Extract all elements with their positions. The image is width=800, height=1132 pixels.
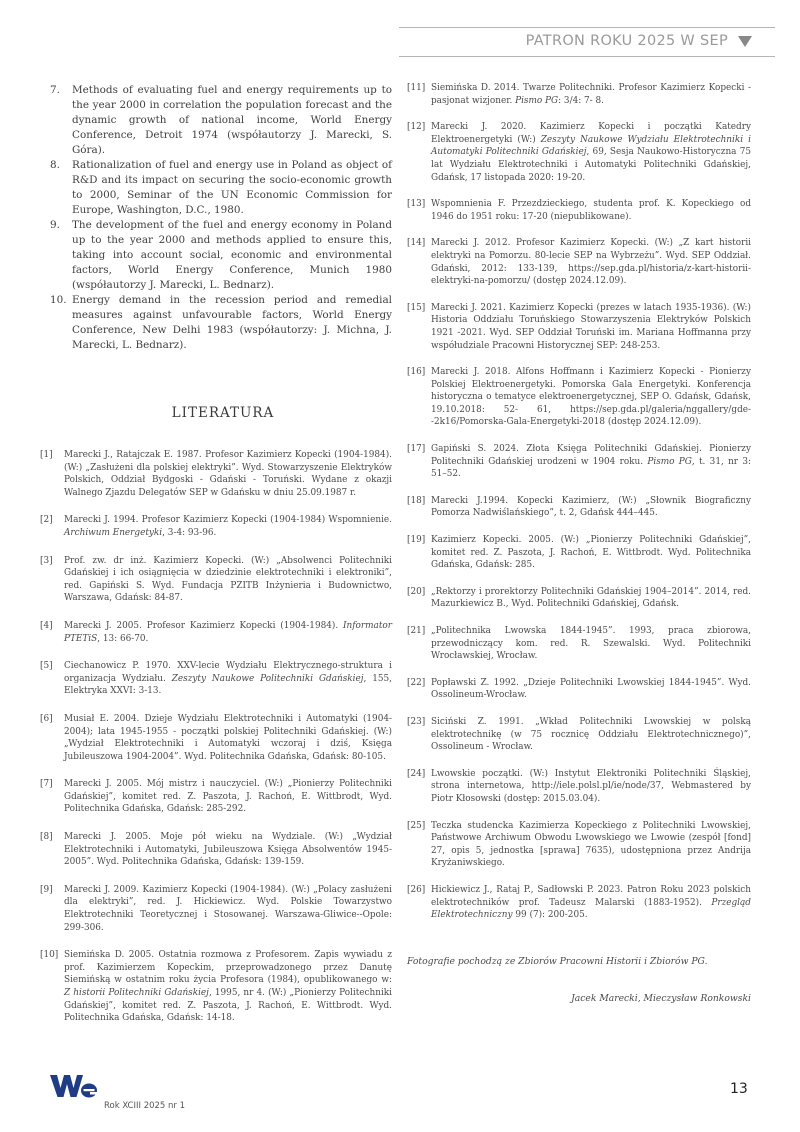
reference-text: Gapiński S. 2024. Złota Księga Politechniki Gdańskiej. Pionierzy Politechniki Gdańskiej urodzeni w 1904 roku. Pismo PG, t. 31, nr 3: 51–52. <box>431 444 751 480</box>
item-number: 8. <box>50 159 60 171</box>
reference-item <box>407 302 751 352</box>
reference-item <box>40 449 392 499</box>
reference-text: Ciechanowicz P. 1970. XXV-lecie Wydziału Elektrycznego-struktura i organizacja Wydziału. Zeszyty Naukowe Politechniki Gdańskiej, 155, Elektryka XXVI: 3-13. <box>64 661 393 697</box>
reference-number: [4] <box>40 620 53 631</box>
works-list <box>40 83 392 353</box>
reference-number: [19] <box>407 535 426 546</box>
reference-number: [21] <box>407 626 426 636</box>
item-text: Energy demand in the recession period and remedial measures against unfavourable factors, World Energy Conference, New Delhi 1983 (współautorzy: J. Michna, J. Marecki, L. Bednarz). <box>72 294 392 351</box>
reference-number: [7] <box>40 779 53 790</box>
reference-number: [13] <box>407 199 426 210</box>
reference-number: [17] <box>407 444 426 455</box>
reference-source-title: Z historii Politechniki Gdańskiej <box>64 988 209 998</box>
reference-number: [11] <box>407 83 426 93</box>
reference-number: [26] <box>407 884 426 895</box>
reference-text: Marecki J. 2012. Profesor Kazimierz Kopecki. (W:) „Z kart historii elektryki na Pomorzu. 80-lecie SEP na Wybrzeżu”. Wyd. SEP Oddział. Gdański, 2012: 133-139, https://sep.gda.pl/historia/z-kart-historii-elektryki-na-pomorzu/ (dostęp 2024.12.09). <box>431 238 751 287</box>
reference-text: Popławski Z. 1992. „Dzieje Politechniki Lwowskiej 1844-1945”. Wyd. Ossolineum-Wrocław. <box>431 677 751 701</box>
reference-source-title: Zeszyty Naukowe Politechniki Gdańskiej <box>171 673 364 684</box>
reference-text: Marecki J. 2021. Kazimierz Kopecki (prezes w latach 1935-1936). (W:) Historia Oddziału Toruńskiego Stowarzyszenia Elektryków Polskich 1921 -2021. Wyd. SEP Oddział Toruński im. Mariana Hoffmanna przy współudziale Pracowni Historycznej SEP: 248-253. <box>431 302 751 351</box>
reference-number: [23] <box>407 716 426 727</box>
reference-text: Prof. zw. dr inż. Kazimierz Kopecki. (W:) „Absolwenci Politechniki Gdańskiej i ich osiągnięcia w dziedzinie elektrotechniki i elektroniki”, red. Gapiński S. Wyd. Fundacja PZITB Inżynieria i Budownictwo, Warszawa, Gdańsk: 84-87. <box>64 555 392 604</box>
reference-text: Siciński Z. 1991. „Wkład Politechniki Lwowskiej w polską elektrotechnikę (w 75 rocznicę Oddziału Elektrotechnicznego)”, Ossolineum - Wrocław. <box>431 716 751 753</box>
reference-item <box>407 366 751 429</box>
reference-number: [16] <box>407 367 426 378</box>
reference-text: Musiał E. 2004. Dzieje Wydziału Elektrotechniki i Automatyki (1904-2004); lata 1945-1955 - początki polskiej Politechniki Gdańskiej. (W:) „Wydział Elektrotechniki i Automatyki wczoraj i dziś, Księga Jubileuszowa 1904-2004”. Wyd. Politechnika Gdańska, Gdańsk: 80-105. <box>64 713 392 762</box>
reference-text: Hickiewicz J., Rataj P., Sadłowski P. 2023. Patron Roku 2023 polskich elektrotechników prof. Tadeusz Malarski (1883-1952). Przegląd Elektrotechniczny 99 (7): 200-205. <box>431 884 751 921</box>
reference-number: [8] <box>40 832 53 843</box>
we-logo-icon <box>50 1073 98 1099</box>
item-text: Methods of evaluating fuel and energy requirements up to the year 2000 in correlation the population forecast and the dynamic growth of national income, World Energy Conference, Detroit 1974 (współautorzy J. Marecki, S. Góra). <box>72 84 392 156</box>
reference-text: Marecki J. 2009. Kazimierz Kopecki (1904-1984). (W:) „Polacy zasłużeni dla elektryki”, red. J. Hickiewicz. Wyd. Polskie Towarzystwo Elektrotechniki Teoretycznej i Stosowanej. Warszawa-Gliwice--Opole: 299-306. <box>64 884 392 933</box>
reference-source-title: Archiwum Energetyki <box>64 527 163 538</box>
reference-source-title: Informator PTETiS <box>64 620 392 644</box>
reference-text: Marecki J. 2005. Moje pół wieku na Wydziale. (W:) „Wydział Elektrotechniki i Automatyki, Jubileuszowa Księga Absolwentów 1945-2005”. Wyd. Politechnika Gdańska, Gdańsk: 139-159. <box>64 832 392 868</box>
triangle-down-icon <box>738 36 752 47</box>
reference-number: [1] <box>40 450 53 460</box>
reference-item <box>40 884 392 934</box>
reference-item <box>407 820 751 870</box>
reference-item <box>40 831 392 869</box>
reference-item <box>40 514 392 539</box>
reference-item <box>407 443 751 481</box>
reference-text: Marecki J. 2005. Mój mistrz i nauczyciel. (W:) „Pionierzy Politechniki Gdańskiej”, komitet red. Z. Paszota, J. Rachoń, E. Wittbrodt, Wyd. Politechnika Gdańska, Gdańsk: 285-292. <box>64 779 392 815</box>
running-head <box>526 33 752 49</box>
running-title: PATRON ROKU 2025 W SEP <box>525 33 728 49</box>
reference-text: Marecki J. 2005. Profesor Kazimierz Kopecki (1904-1984). Informator PTETiS, 13: 66-70. <box>64 620 392 644</box>
reference-item <box>407 625 751 663</box>
reference-text: Kazimierz Kopecki. 2005. (W:) „Pionierzy Politechniki Gdańskiej”, komitet red. Z. Paszota, J. Rachoń, E. Wittbrodt. Wyd. Politechnika Gdańska, Gdańsk: 285. <box>431 535 751 571</box>
photo-credit: Fotografie pochodzą ze Zbiorów Pracowni Historii i Zbiorów PG. <box>407 955 708 967</box>
reference-item <box>40 778 392 816</box>
authors: Jacek Marecki, Mieczysław Ronkowski <box>571 992 751 1004</box>
reference-item <box>407 586 751 611</box>
reference-item <box>407 677 751 702</box>
reference-text: Siemińska D. 2014. Twarze Politechniki. Profesor Kazimierz Kopecki - pasjonat wizjoner. Pismo PG: 3/4: 7- 8. <box>431 83 751 106</box>
reference-item <box>40 660 392 698</box>
reference-text: „Politechnika Lwowska 1844-1945”. 1993, praca zbiorowa, przewodniczący kom. red. R. Szewalski. Wyd. Politechniki Wrocławskiej, Wrocław. <box>431 626 751 662</box>
reference-item <box>407 121 751 184</box>
reference-text: Siemińska D. 2005. Ostatnia rozmowa z Profesorem. Zapis wywiadu z prof. Kazimierzem Kopeckim, przeprowadzonego przez Danutę Siemińską w ostatnim roku życia Profesora (1984), opublikowanego w: Z historii Politechniki Gdańskiej, 1995, nr 4. (W:) „Pionierzy Politechniki Gdańskiej”, komitet red. Z. Paszota, J. Rachoń, E. Wittbrodt. Wyd. Politechnika Gdańska, Gdańsk: 14-18. <box>64 950 392 1024</box>
reference-number: [10] <box>40 950 59 961</box>
reference-number: [20] <box>407 586 426 597</box>
reference-text: Wspomnienia F. Przezdzieckiego, studenta prof. K. Kopeckiego od 1946 do 1951 roku: 17-20 (niepublikowane). <box>431 199 751 222</box>
reference-item <box>40 555 392 605</box>
reference-text: Lwowskie początki. (W:) Instytut Elektroniki Politechniki Śląskiej, strona internetowa, http://iele.polsl.pl/ie/node/37, Webmastered by Piotr Kłosowski (dostęp: 2015.03.04). <box>431 768 751 804</box>
reference-number: [5] <box>40 661 53 672</box>
reference-text: Marecki J. 1994. Profesor Kazimierz Kopecki (1904-1984) Wspomnienie. Archiwum Energetyki, 3-4: 93-96. <box>64 515 392 538</box>
header-rule-top <box>399 27 775 28</box>
reference-text: Marecki J., Ratajczak E. 1987. Profesor Kazimierz Kopecki (1904-1984). (W:) „Zasłużeni dla polskiej elektryki”. Wyd. Stowarzyszenie Elektryków Polskich, Oddział Bydgoski - Gdański - Toruński. Wydane z okazji Walnego Zjazdu Delegatów SEP w Gdańsku w dniu 25.09.1987 r. <box>64 450 392 498</box>
works-list-item <box>40 218 392 293</box>
reference-number: [25] <box>407 820 426 831</box>
header-rule-bottom <box>399 56 775 57</box>
reference-source-title: Pismo PG <box>515 95 559 106</box>
reference-number: [12] <box>407 122 426 133</box>
reference-item <box>407 716 751 754</box>
works-list-item <box>40 293 392 353</box>
reference-source-title: Przegląd Elektrotechniczny <box>431 897 751 921</box>
reference-number: [15] <box>407 302 426 313</box>
reference-text: Marecki J.1994. Kopecki Kazimierz, (W:) „Słownik Biograficzny Pomorza Nadwiślańskiego”, t. 2, Gdańsk 444–445. <box>431 495 751 519</box>
reference-text: Teczka studencka Kazimierza Kopeckiego z Politechniki Lwowskiej, Państwowe Archiwum Obwodu Lwowskiego we Lwowie (zespół [fond] 27, opis 5, jednostka [sprawa] 7635), udostępniona przez Andrija Kryżaniwskiego. <box>431 820 751 869</box>
reference-number: [24] <box>407 768 426 779</box>
reference-text: „Rektorzy i prorektorzy Politechniki Gdańskiej 1904–2014”. 2014, red. Mazurkiewicz B., Wyd. Politechniki Gdańskiej, Gdańsk. <box>431 586 751 610</box>
reference-item <box>40 949 392 1025</box>
reference-item <box>407 534 751 572</box>
reference-list-right <box>407 82 751 922</box>
reference-item <box>407 82 751 107</box>
reference-item <box>407 198 751 223</box>
works-list-item <box>40 83 392 158</box>
reference-text: Marecki J. 2018. Alfons Hoffmann i Kazimierz Kopecki - Pionierzy Polskiej Elektroenergetyki. Pomorska Gala Energetyki. Konferencja historyczna o tematyce elektroenergetycznej, SEP O. Gdańsk, Gdańsk, 19.10.2018: 52- 61, https://sep.gda.pl/galeria/nggallery/gde--2k16/Pomorska-Gala-Energetyki-2018 (dostęp 2024.12.09). <box>431 367 751 428</box>
reference-source-title: Zeszyty Naukowe Wydziału Elektrotechniki i Automatyki Politechniki Gdańskiej <box>431 134 751 158</box>
item-text: The development of the fuel and energy economy in Poland up to the year 2000 and methods applied to ensure this, taking into account social, economic and environmental factors, World Energy Conference, Munich 1980 (współautorzy J. Marecki, L. Bednarz). <box>72 219 392 291</box>
item-number: 7. <box>50 84 60 96</box>
works-list-item <box>40 158 392 218</box>
reference-number: [9] <box>40 884 53 895</box>
reference-item <box>407 237 751 287</box>
left-column <box>40 83 392 1040</box>
item-number: 10. <box>50 294 67 306</box>
issue-label: Rok XCIII 2025 nr 1 <box>104 1101 186 1111</box>
reference-number: [2] <box>40 515 53 526</box>
literature-heading: LITERATURA <box>171 405 275 421</box>
reference-text: Marecki J. 2020. Kazimierz Kopecki i początki Katedry Elektroenergetyki (W:) Zeszyty Naukowe Wydziału Elektrotechniki i Automatyki Politechniki Gdańskiej, 69, Sesja Naukowo-Historyczna 75 lat Wydziału Elektrotechniki i Automatyki Politechniki Gdańskiej, Gdańsk, 17 listopada 2020: 19-20. <box>431 122 751 183</box>
item-number: 9. <box>50 219 60 231</box>
reference-number: [22] <box>407 677 426 688</box>
item-text: Rationalization of fuel and energy use in Poland as object of R&D and its impact on securing the socio-economic growth to 2000, Seminar of the UN Economic Commission for Europe, Washington, D.C., 1980. <box>72 159 392 216</box>
reference-number: [18] <box>407 495 426 506</box>
reference-source-title: Pismo PG <box>647 456 692 467</box>
reference-number: [6] <box>40 713 53 724</box>
page-number: 13 <box>730 1081 748 1097</box>
reference-item <box>40 713 392 763</box>
reference-item <box>407 768 751 806</box>
reference-item <box>407 495 751 520</box>
reference-number: [3] <box>40 555 53 566</box>
reference-number: [14] <box>407 238 426 249</box>
reference-list-left <box>40 449 392 1025</box>
reference-item <box>40 620 392 645</box>
right-column <box>407 82 751 1004</box>
reference-item <box>407 884 751 922</box>
